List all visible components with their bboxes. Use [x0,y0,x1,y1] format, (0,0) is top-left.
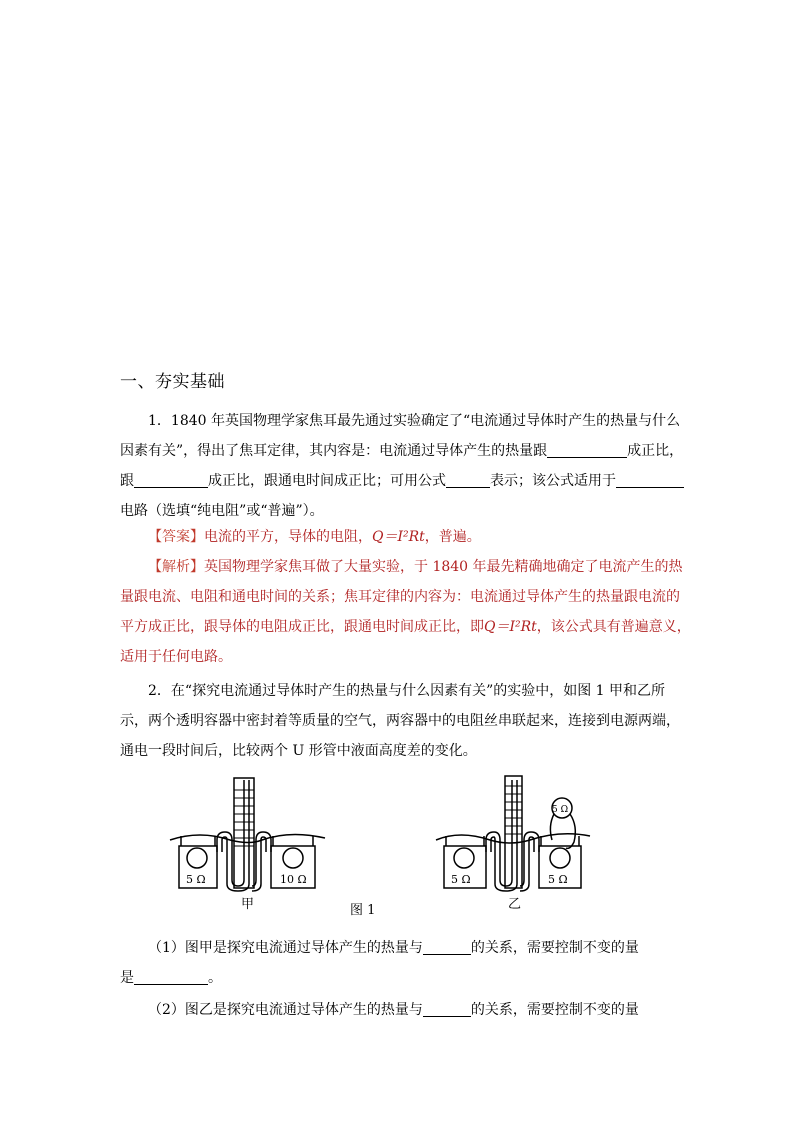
q1-line-3-text-c: 表示；该公式适用于 [490,473,616,489]
label-right-r1: 5 Ω [451,873,471,886]
q2-sub1-text-d: 。 [208,970,222,986]
section-title: 一、夯实基础 [120,372,225,392]
q2-sub1-text-c: 是 [120,970,134,986]
question-1 [120,406,684,526]
q2-sub2-text-a: （2）图乙是探究电流通过导体产生的热量与 [148,1002,423,1018]
q1-line-2-end: 成正比， [627,443,684,459]
analysis-formula: Q＝I²Rt [484,619,537,635]
q1-line-2-text: 因素有关”，得出了焦耳定律，其内容是：电流通过导体产生的热量跟 [120,443,548,459]
q2-line-2: 示，两个透明容器中密封着等质量的空气，两容器中的电阻丝串联起来，连接到电源两端， [120,713,680,729]
analysis-tag: 【解析】 [148,559,204,575]
blank-5[interactable] [423,938,471,955]
answer-tag: 【答案】 [148,529,204,545]
label-right-r3: 5 Ω [552,805,569,815]
label-yi: 乙 [508,897,522,912]
label-left-r1: 5 Ω [186,873,206,886]
q2-sub2-line1 [148,995,639,1025]
analysis-line-3 [120,612,691,642]
answer-block [120,522,680,552]
analysis-text-3b: ，该公式具有普遍意义， [536,619,691,635]
analysis-text-3a: 平方成正比，跟导体的电阻成正比，跟通电时间成正比，即 [120,619,484,635]
q1-line-4: 电路（选填“纯电阻”或“普遍”）。 [120,503,324,519]
blank-6[interactable] [134,968,208,985]
analysis-text-1: 英国物理学家焦耳做了大量实验，于 1840 年最先精确地确定了电流产生的热 [204,559,683,575]
answer-text-a: 电流的平方，导体的电阻， [204,529,372,545]
q2-line-1: 2．在“探究电流通过导体时产生的热量与什么因素有关”的实验中，如图 1 甲和乙所 [148,683,666,699]
q2-line-3: 通电一段时间后，比较两个 U 形管中液面高度差的变化。 [120,743,477,759]
q2-sub1-line1 [148,933,639,963]
q1-line-2 [120,436,683,466]
q2-sub1-text-a: （1）图甲是探究电流通过导体产生的热量与 [148,940,423,956]
blank-1[interactable] [547,441,627,458]
figure-1 [0,770,794,920]
q2-sub-questions [120,933,680,1033]
blank-3[interactable] [446,471,490,488]
blank-2[interactable] [134,471,208,488]
answer-formula: Q＝I²Rt [372,529,425,545]
analysis-line-4: 适用于任何电路。 [120,649,232,665]
label-jia: 甲 [241,897,255,912]
q1-line-3 [120,466,684,496]
q1-line-3-text-a: 跟 [120,473,134,489]
q1-line-3-text-b: 成正比，跟通电时间成正比；可用公式 [208,473,446,489]
answer-text-b: ，普遍。 [424,529,481,545]
analysis-block [120,552,691,672]
answer-line [148,522,481,552]
label-right-r2: 5 Ω [548,873,568,886]
figure-caption: 图 1 [350,903,376,918]
question-2 [120,676,680,766]
analysis-line-1 [148,552,683,582]
q1-line-1: 1．1840 年英国物理学家焦耳最先通过实验确定了“电流通过导体时产生的热量与什么 [148,413,681,429]
q2-sub1-text-b: 的关系，需要控制不变的量 [470,940,639,956]
q2-sub1-line2 [120,963,222,993]
analysis-line-2: 量跟电流、电阻和通电时间的关系；焦耳定律的内容为：电流通过导体产生的热量跟电流的 [120,589,680,605]
blank-4[interactable] [616,471,684,488]
blank-7[interactable] [423,1000,471,1017]
label-left-r2: 10 Ω [280,873,307,886]
q2-sub2-text-b: 的关系，需要控制不变的量 [470,1002,639,1018]
